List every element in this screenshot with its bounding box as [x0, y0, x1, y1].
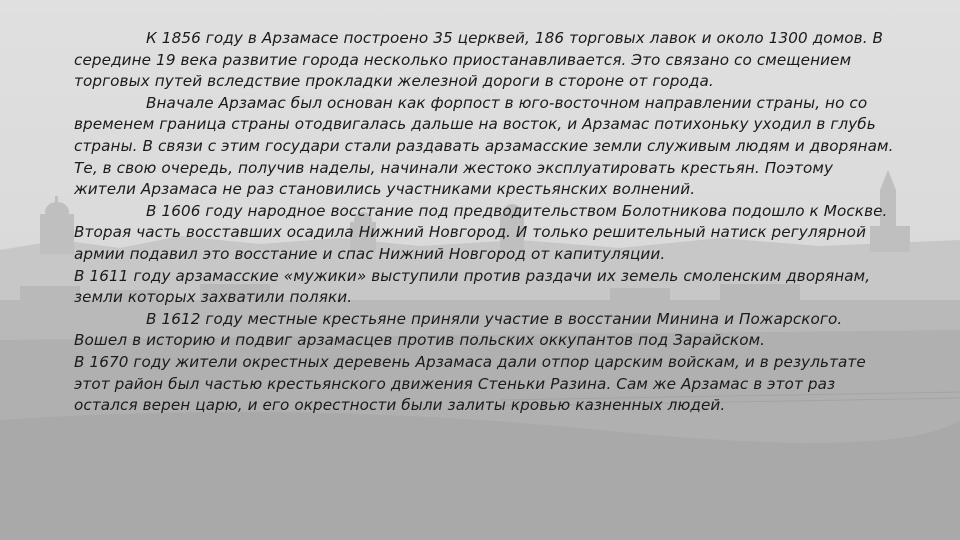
- paragraph-forpost: Вначале Арзамас был основан как форпост в юго-восточном направлении страны, но со временем граница страны отодвигалась дальше на восток, и Арзамас потихоньку уходил в глубь страны. В связи с этим государи стали раздавать арзамасские земли служивым людям и дворянам. Те, в свою очередь, получив наделы, начинали жестоко эксплуатировать крестьян. Поэтому жители Арзамаса не раз становились участниками крестьянских волнений.: [74, 93, 894, 199]
- paragraph-1606: В 1606 году народное восстание под предводительством Болотникова подошло к Москве. Вторая часть восставших осадила Нижний Новгород. И только решительный натиск регулярной армии подавил это восстание и спас Нижний Новгород от капитуляции.: [74, 201, 888, 263]
- paragraph-1612: В 1612 году местные крестьяне приняли участие в восстании Минина и Пожарского.: [146, 309, 843, 328]
- paragraph-1670: В 1670 году жители окрестных деревень Арзамаса дали отпор царским войскам, и в результате этот район был частью крестьянского движения Стеньки Разина. Сам же Арзамас в этот раз остался верен царю, и его окрестности были залиты кровью казненных людей.: [74, 352, 866, 415]
- paragraph-zaraysk: Вошел в историю и подвиг арзамасцев против польских оккупантов под Зарайском.: [74, 331, 766, 350]
- paragraph-1611: В 1611 году арзамасские «мужики» выступили против раздачи их земель смоленским дворянам, земли которых захватили поляки.: [74, 266, 871, 307]
- slide-text-body: [74, 28, 894, 417]
- paragraph-1856: К 1856 году в Арзамасе построено 35 церквей, 186 торговых лавок и около 1300 домов. В середине 19 века развитие города несколько приостанавливается. Это связано со смещением торговых путей вследствие прокладки железной дороги в стороне от города.: [74, 29, 884, 91]
